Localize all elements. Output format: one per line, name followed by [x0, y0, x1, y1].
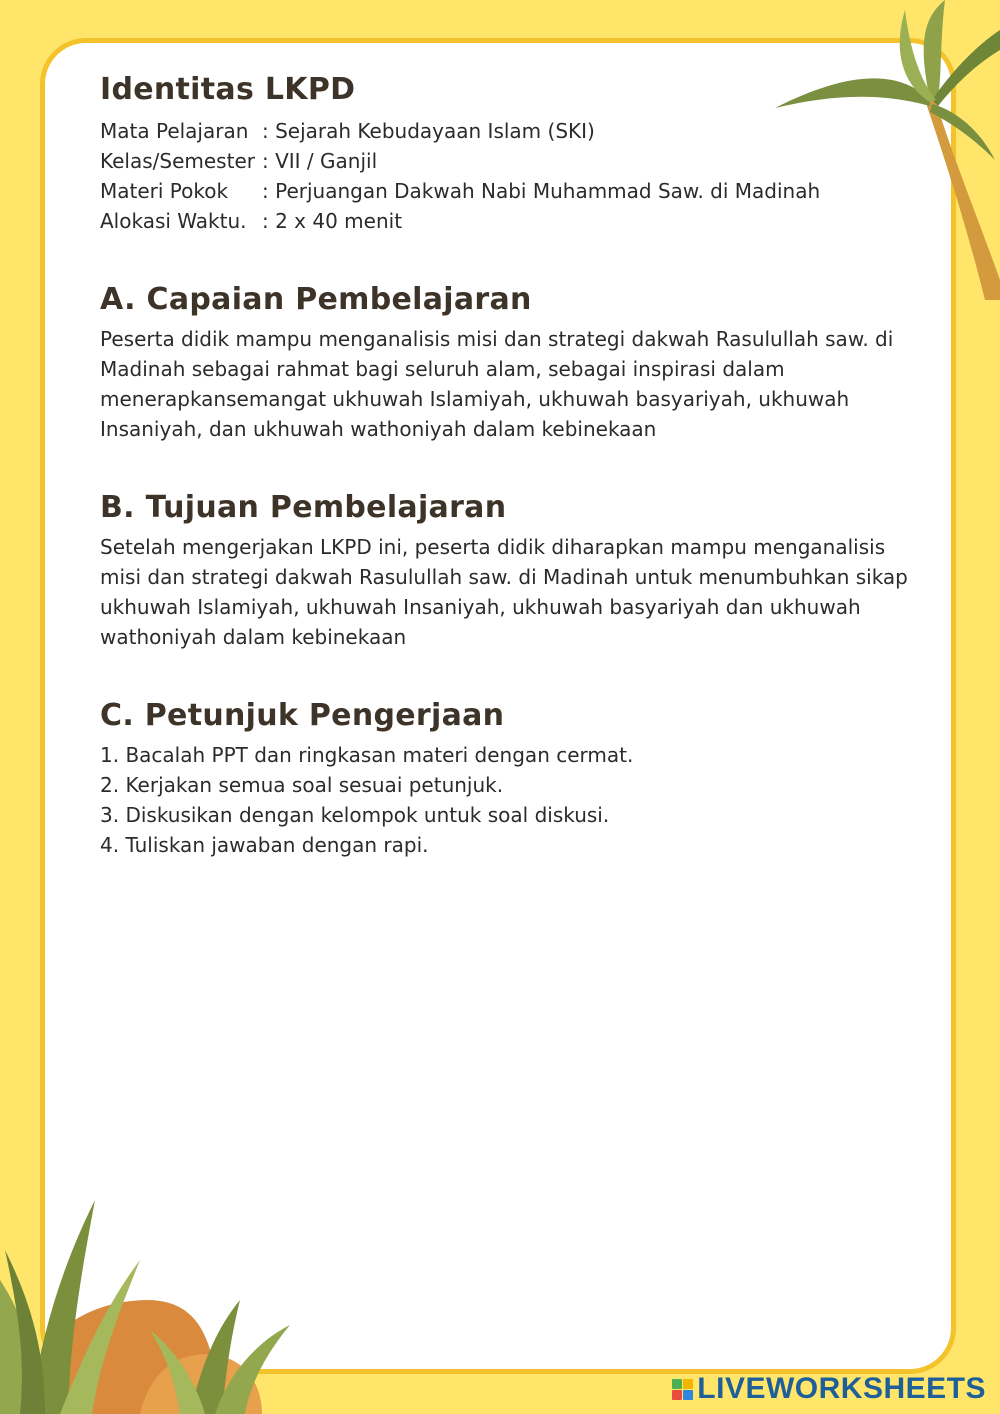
identity-row-subject	[100, 116, 920, 146]
identity-label: Materi Pokok	[100, 179, 229, 203]
petunjuk-list	[100, 740, 920, 860]
petunjuk-heading: C. Petunjuk Pengerjaan	[100, 698, 505, 733]
capaian-text: Peserta didik mampu menganalisis misi dan strategi dakwah Rasulullah saw. di Madinah sebagai rahmat bagi seluruh alam, sebagai inspirasi dalam menerapkansemangat ukhuwah Islamiyah, ukhuwah basyariyah, ukhuwah Insaniyah, dan ukhuwah wathoniyah dalam kebinekaan	[100, 327, 894, 441]
identity-value: : Perjuangan Dakwah Nabi Muhammad Saw. di Madinah	[262, 179, 821, 203]
grass-and-rock-illustration	[0, 1190, 330, 1414]
tujuan-heading: B. Tujuan Pembelajaran	[100, 490, 507, 525]
list-item: 2. Kerjakan semua soal sesuai petunjuk.	[100, 773, 504, 797]
brand-name: LIVEWORKSHEETS	[697, 1372, 986, 1405]
petunjuk-section	[100, 694, 920, 860]
identity-row-topic	[100, 176, 920, 206]
identity-value: : VII / Ganjil	[262, 149, 378, 173]
identity-label: Kelas/Semester	[100, 149, 255, 173]
list-item: 1. Bacalah PPT dan ringkasan materi dengan cermat.	[100, 743, 634, 767]
capaian-heading: A. Capaian Pembelajaran	[100, 282, 532, 317]
capaian-section	[100, 278, 920, 444]
identity-row-time	[100, 206, 920, 236]
liveworksheets-logo[interactable]	[672, 1372, 986, 1406]
identity-label: Alokasi Waktu.	[100, 209, 253, 233]
identity-label: Mata Pelajaran	[100, 119, 255, 143]
identity-section	[100, 68, 920, 236]
liveworksheets-logo-icon	[672, 1379, 693, 1400]
identity-value: : 2 x 40 menit	[262, 209, 403, 233]
identity-title: Identitas LKPD	[100, 72, 356, 107]
identity-value: : Sejarah Kebudayaan Islam (SKI)	[262, 119, 595, 143]
worksheet-content	[100, 68, 920, 860]
tujuan-text: Setelah mengerjakan LKPD ini, peserta didik diharapkan mampu menganalisis misi dan strategi dakwah Rasulullah saw. di Madinah untuk menumbuhkan sikap ukhuwah Islamiyah, ukhuwah Insaniyah, ukhuwah basyariyah dan ukhuwah wathoniyah dalam kebinekaan	[100, 535, 908, 649]
identity-table	[100, 116, 920, 236]
identity-row-class	[100, 146, 920, 176]
tujuan-section	[100, 486, 920, 652]
list-item: 3. Diskusikan dengan kelompok untuk soal diskusi.	[100, 803, 610, 827]
list-item: 4. Tuliskan jawaban dengan rapi.	[100, 833, 429, 857]
